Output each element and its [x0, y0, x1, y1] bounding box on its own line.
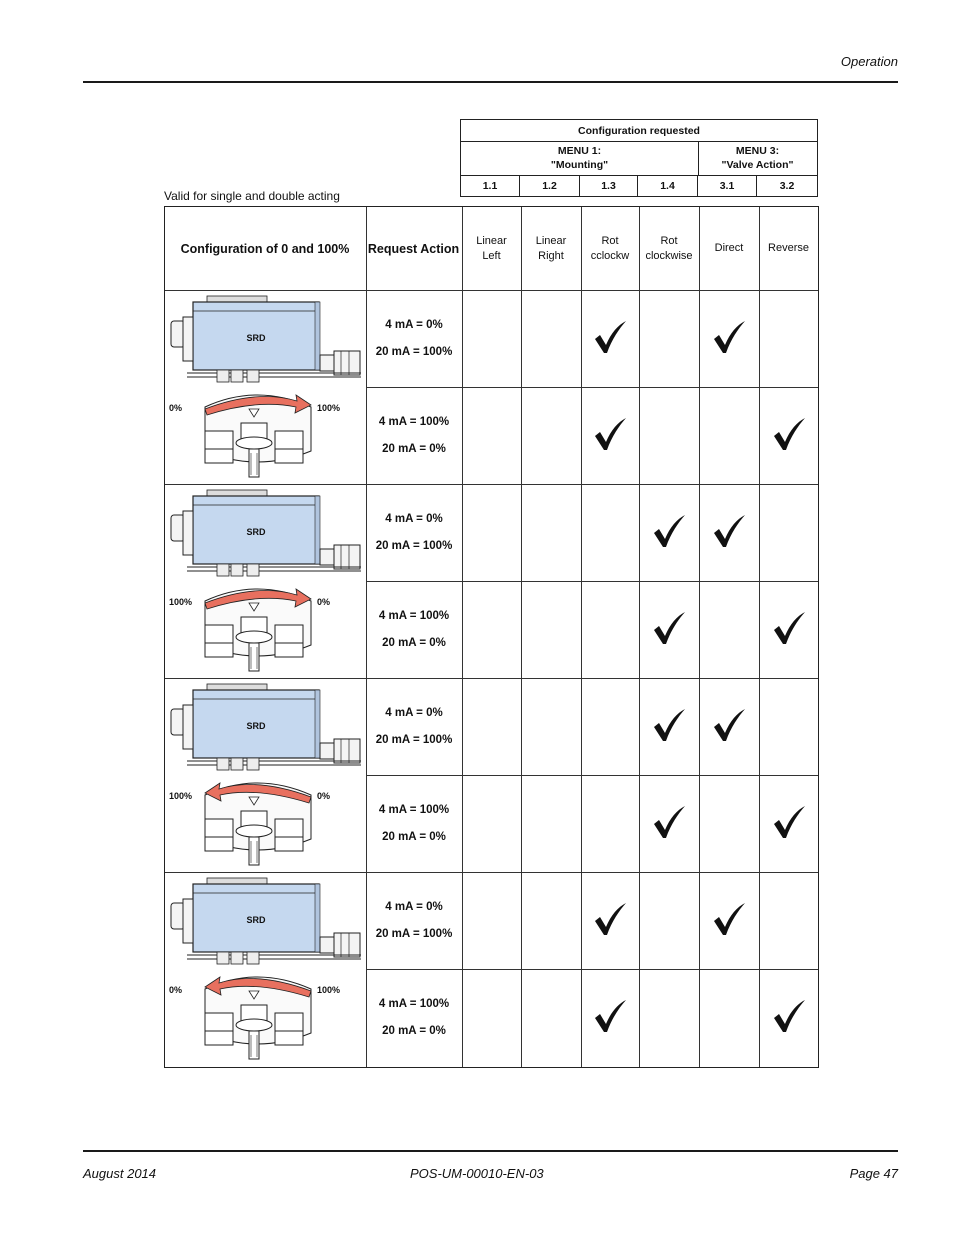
- device-label: SRD: [246, 721, 266, 731]
- col-header-request: Request Action: [367, 241, 460, 256]
- request-line-4ma: 4 mA = 0%: [385, 513, 443, 525]
- option-label-line2: Left: [482, 249, 501, 262]
- option-label-line1: Rot: [601, 234, 619, 247]
- position-label-right: 0%: [317, 791, 331, 801]
- config-code: 1.2: [520, 175, 580, 196]
- request-line-4ma: 4 mA = 100%: [378, 804, 450, 816]
- request-action: [366, 775, 462, 872]
- request-line-4ma: 4 mA = 100%: [378, 610, 450, 622]
- position-label-right: 100%: [317, 985, 341, 995]
- device-label: SRD: [246, 527, 266, 537]
- option-label-line1: Rot: [660, 234, 678, 247]
- request-action: [366, 581, 462, 678]
- config-code: 1.3: [580, 175, 638, 196]
- option-label-line1: Reverse: [768, 242, 809, 254]
- request-line-20ma: 20 mA = 100%: [375, 928, 453, 940]
- column-divider: [759, 207, 760, 1067]
- checkmark-icon: [592, 319, 628, 355]
- request-action: [366, 678, 462, 775]
- checkmark-icon: [711, 319, 747, 355]
- request-line-4ma: 4 mA = 100%: [378, 998, 450, 1010]
- position-label-left: 100%: [169, 597, 193, 607]
- footer-page: Page 47: [849, 1166, 898, 1181]
- position-label-right: 100%: [317, 403, 341, 413]
- request-line-20ma: 20 mA = 100%: [375, 346, 453, 358]
- checkmark-icon: [592, 998, 628, 1034]
- column-divider: [581, 207, 582, 1067]
- request-action: [366, 290, 462, 387]
- position-label-left: 0%: [169, 403, 183, 413]
- checkmark-icon: [651, 610, 687, 646]
- configuration-requested-box: [460, 119, 818, 197]
- checkmark-icon: [651, 513, 687, 549]
- footer-rule: [83, 1150, 898, 1152]
- checkmark-icon: [651, 707, 687, 743]
- positioner-illustration: [165, 679, 365, 873]
- checkmark-icon: [592, 901, 628, 937]
- header-rule: [83, 81, 898, 83]
- request-line-20ma: 20 mA = 100%: [375, 540, 453, 552]
- position-label-left: 0%: [169, 985, 183, 995]
- request-line-4ma: 4 mA = 100%: [378, 416, 450, 428]
- request-action: [366, 387, 462, 484]
- position-label-right: 0%: [317, 597, 331, 607]
- checkmark-icon: [771, 416, 807, 452]
- col-header-option: [521, 207, 581, 290]
- config-code: 3.1: [698, 175, 757, 196]
- config-code: 1.4: [638, 175, 698, 196]
- checkmark-icon: [711, 901, 747, 937]
- col-header-option: [581, 207, 639, 290]
- col-header-option: [639, 207, 699, 290]
- col-header-config: Configuration of 0 and 100%: [180, 241, 350, 256]
- positioner-illustration: [165, 291, 365, 485]
- footer-doc-number: POS-UM-00010-EN-03: [410, 1166, 544, 1181]
- option-label-line1: Direct: [714, 242, 744, 254]
- col-header-option: [462, 207, 521, 290]
- option-label-line2: Right: [538, 249, 564, 262]
- menu1-header: MENU 1: "Mounting": [461, 141, 699, 175]
- config-code: 3.2: [779, 179, 795, 192]
- positioner-illustration: [165, 485, 365, 679]
- validity-note: Valid for single and double acting: [164, 189, 340, 203]
- col-header-option: [759, 207, 818, 290]
- request-line-4ma: 4 mA = 0%: [385, 901, 443, 913]
- request-line-4ma: 4 mA = 0%: [385, 707, 443, 719]
- option-label-line1: Linear: [476, 234, 507, 247]
- option-label-line2: cclockw: [590, 249, 630, 262]
- column-divider: [462, 207, 463, 1067]
- request-line-20ma: 20 mA = 0%: [382, 1025, 446, 1037]
- request-action: [366, 484, 462, 581]
- footer-date: August 2014: [83, 1166, 157, 1181]
- request-line-20ma: 20 mA = 0%: [382, 443, 446, 455]
- option-label-line1: Linear: [535, 234, 567, 247]
- checkmark-icon: [711, 513, 747, 549]
- position-label-left: 100%: [169, 791, 193, 801]
- column-divider: [699, 207, 700, 1067]
- positioner-illustration: [165, 873, 365, 1067]
- checkmark-icon: [651, 804, 687, 840]
- checkmark-icon: [771, 804, 807, 840]
- checkmark-icon: [771, 610, 807, 646]
- request-action: [366, 969, 462, 1066]
- checkmark-icon: [592, 416, 628, 452]
- configuration-table: [164, 206, 819, 1068]
- config-title: Configuration requested: [461, 120, 817, 142]
- config-codes-row: [461, 175, 817, 196]
- checkmark-icon: [771, 998, 807, 1034]
- device-label: SRD: [246, 333, 266, 343]
- config-code: 1.1: [461, 175, 520, 196]
- request-line-4ma: 4 mA = 0%: [385, 319, 443, 331]
- device-label: SRD: [246, 915, 266, 925]
- column-divider: [639, 207, 640, 1067]
- col-header-option: [699, 207, 759, 290]
- menu3-header: MENU 3: "Valve Action": [721, 145, 794, 171]
- request-line-20ma: 20 mA = 0%: [382, 831, 446, 843]
- checkmark-icon: [711, 707, 747, 743]
- option-label-line2: clockwise: [645, 249, 693, 262]
- request-line-20ma: 20 mA = 0%: [382, 637, 446, 649]
- request-action: [366, 872, 462, 969]
- request-line-20ma: 20 mA = 100%: [375, 734, 453, 746]
- section-title: Operation: [840, 54, 898, 69]
- column-divider: [521, 207, 522, 1067]
